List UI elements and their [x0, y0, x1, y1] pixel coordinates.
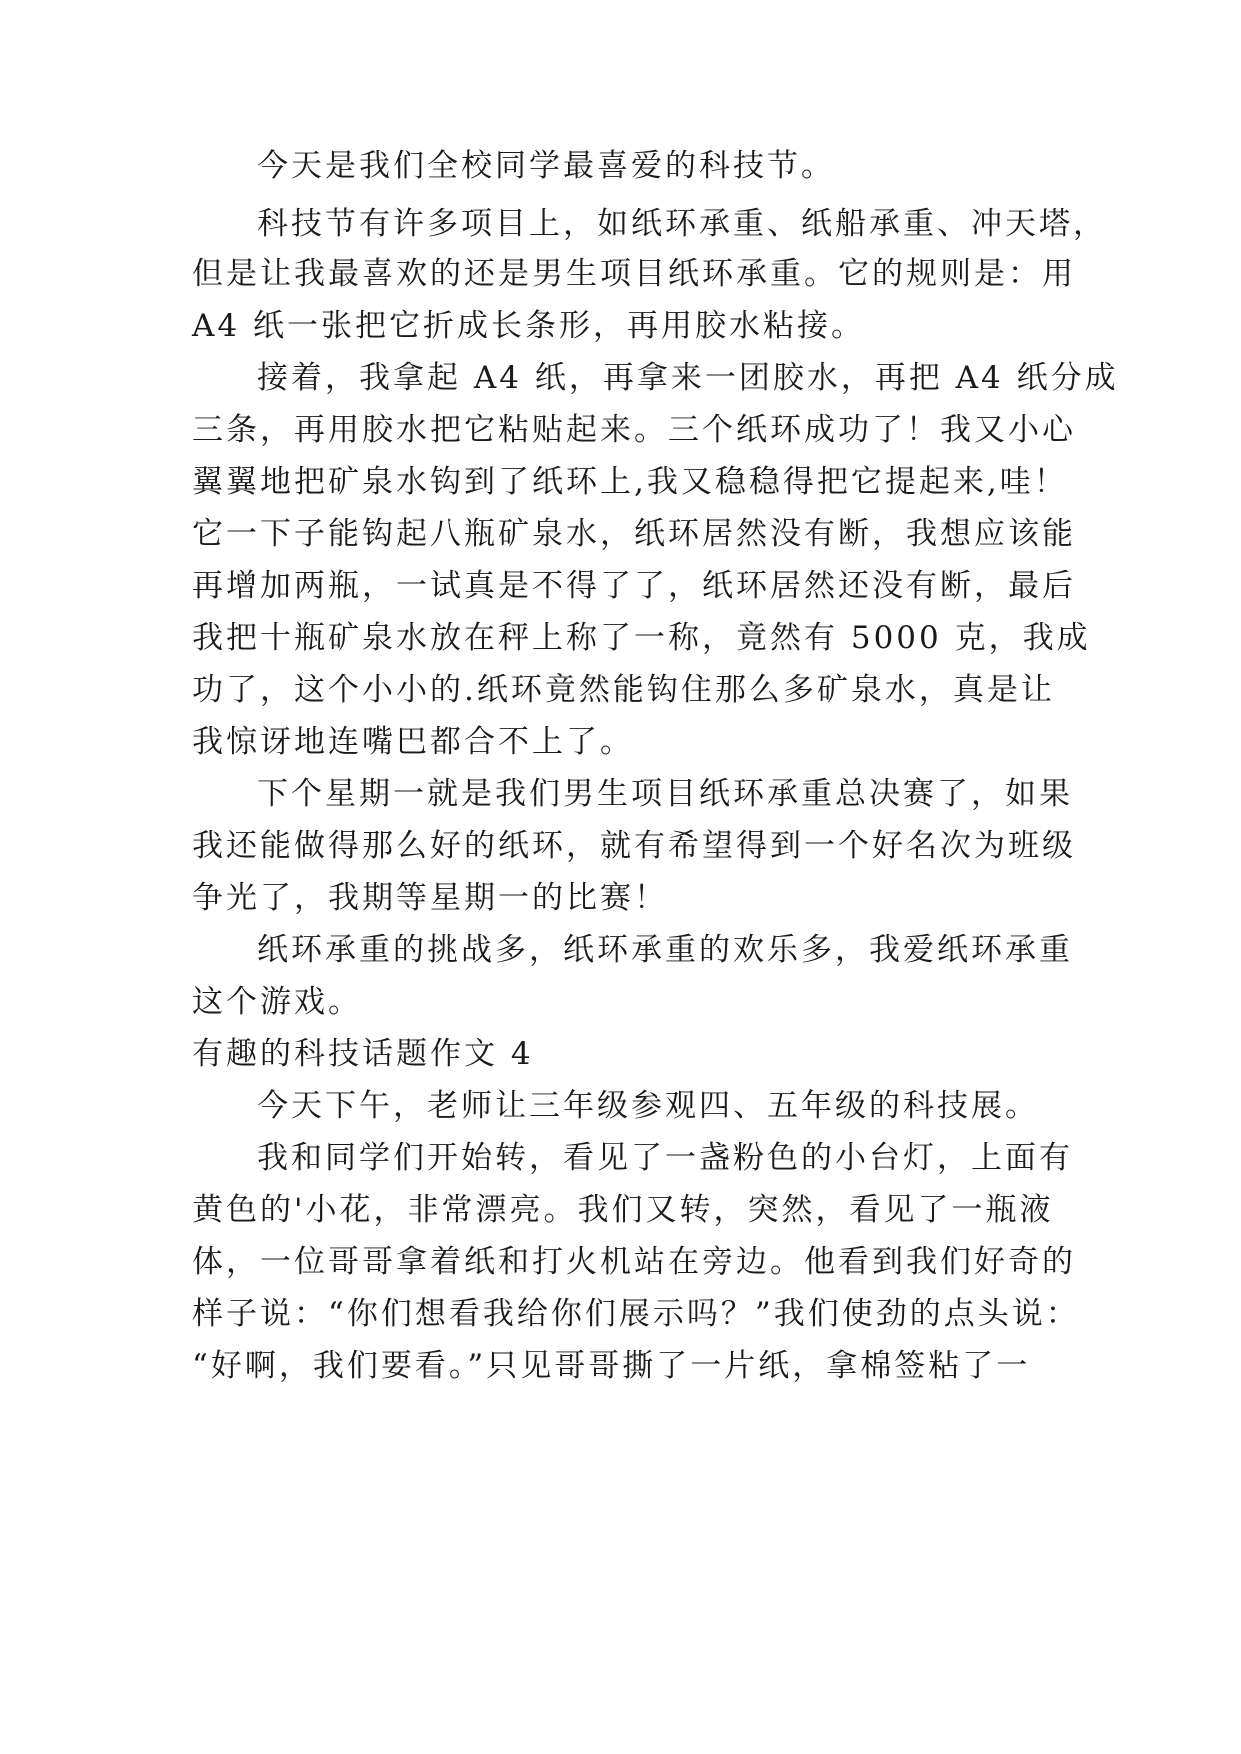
paragraph-line: 三条，再用胶水把它粘贴起来。三个纸环成功了！我又小心	[192, 412, 1076, 448]
paragraph-line: 但是让我最喜欢的还是男生项目纸环承重。它的规则是：用	[192, 256, 1076, 292]
paragraph-line: 再增加两瓶，一试真是不得了了，纸环居然还没有断，最后	[192, 568, 1076, 604]
paragraph-line: 争光了，我期等星期一的比赛！	[192, 880, 668, 916]
paragraph-line: 体，一位哥哥拿着纸和打火机站在旁边。他看到我们好奇的	[192, 1244, 1076, 1280]
paragraph-line: 纸环承重的挑战多，纸环承重的欢乐多，我爱纸环承重	[257, 932, 1073, 968]
paragraph-line: 翼翼地把矿泉水钩到了纸环上,我又稳稳得把它提起来,哇！	[192, 464, 1068, 500]
paragraph-line: 样子说：“你们想看我给你们展示吗？”我们使劲的点头说：	[192, 1296, 1080, 1332]
paragraph-line: 黄色的'小花，非常漂亮。我们又转，突然，看见了一瓶液	[192, 1192, 1054, 1228]
paragraph-line: 它一下子能钩起八瓶矿泉水，纸环居然没有断，我想应该能	[192, 516, 1076, 552]
paragraph-line: 功了，这个小小的.纸环竟然能钩住那么多矿泉水，真是让	[192, 672, 1055, 708]
paragraph-line: 我把十瓶矿泉水放在秤上称了一称，竟然有 5000 克，我成	[192, 620, 1091, 656]
paragraph-line: “好啊，我们要看。”只见哥哥撕了一片纸，拿棉签粘了一	[192, 1348, 1031, 1384]
paragraph-line: 我惊讶地连嘴巴都合不上了。	[192, 724, 634, 760]
paragraph-line: 我和同学们开始转，看见了一盏粉色的小台灯，上面有	[257, 1140, 1073, 1176]
paragraph-line: 科技节有许多项目上，如纸环承重、纸船承重、冲天塔，	[257, 206, 1107, 242]
paragraph-line: 接着，我拿起 A4 纸，再拿来一团胶水，再把 A4 纸分成	[257, 360, 1119, 396]
paragraph-line: 下个星期一就是我们男生项目纸环承重总决赛了，如果	[257, 776, 1073, 812]
paragraph-line: 我还能做得那么好的纸环，就有希望得到一个好名次为班级	[192, 828, 1076, 864]
paragraph-line: 今天下午，老师让三年级参观四、五年级的科技展。	[257, 1088, 1039, 1124]
section-heading: 有趣的科技话题作文 4	[192, 1036, 534, 1072]
paragraph-line: 这个游戏。	[192, 984, 362, 1020]
paragraph-line: 今天是我们全校同学最喜爱的科技节。	[257, 148, 835, 184]
paragraph-line: A4 纸一张把它折成长条形，再用胶水粘接。	[192, 308, 865, 344]
